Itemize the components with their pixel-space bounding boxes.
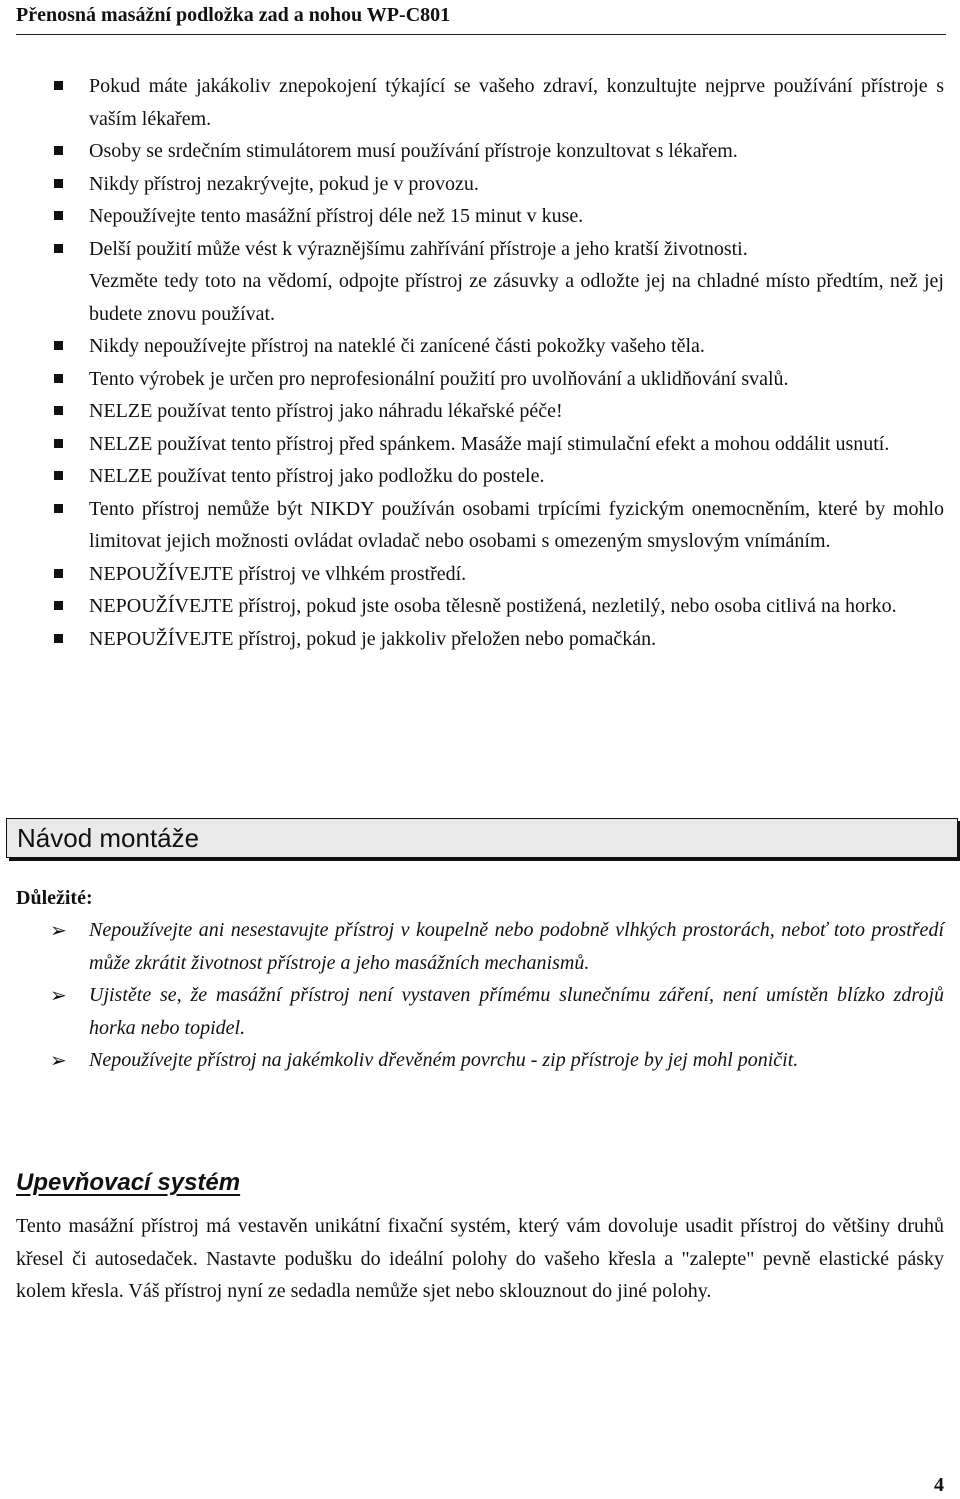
list-item <box>0 493 960 558</box>
warning-text: NEPOUŽÍVEJTE přístroj, pokud je jakkoliv přeložen nebo pomačkán. <box>89 627 657 650</box>
square-bullet-icon <box>54 569 63 578</box>
square-bullet-icon <box>54 211 63 220</box>
warning-text: NEPOUŽÍVEJTE přístroj, pokud jste osoba tělesně postižená, nezletilý, nebo osoba citlivá na horko. <box>89 595 897 617</box>
assembly-heading-text: Návod montáže <box>17 823 200 853</box>
warning-continuation-text: Vezměte tedy toto na vědomí, odpojte přístroj ze zásuvky a odložte jej na chladné místo předtím, než jej budete znovu používat. <box>89 270 944 325</box>
warning-text: Nepoužívejte tento masážní přístroj déle než 15 minut v kuse. <box>89 205 584 227</box>
warning-text: Tento výrobek je určen pro neprofesionální použití pro uvolňování a uklidňování svalů. <box>89 367 789 390</box>
note-text: Nepoužívejte ani nesestavujte přístroj v koupelně nebo podobně vlhkých prostorách, neboť toto prostředí může zkrátit životnost přístroje a jeho masážních mechanismů. <box>89 919 944 974</box>
warning-text: Delší použití může vést k výraznějšímu zahřívání přístroje a jeho kratší životnosti. <box>89 237 748 260</box>
note-text: Nepoužívejte přístroj na jakémkoliv dřevěném povrchu - zip přístroje by jej mohl poničit. <box>89 1049 799 1071</box>
square-bullet-icon <box>54 81 63 90</box>
warning-text: NELZE používat tento přístroj jako náhradu lékařské péče! <box>89 400 563 422</box>
square-bullet-icon <box>54 634 63 643</box>
arrow-bullet-icon: ➢ <box>50 1048 67 1072</box>
arrow-bullet-icon: ➢ <box>50 918 67 942</box>
square-bullet-icon <box>54 601 63 610</box>
warning-text: NEPOUŽÍVEJTE přístroj ve vlhkém prostředí. <box>89 562 467 585</box>
list-item <box>0 200 960 233</box>
warning-text: Pokud máte jakákoliv znepokojení týkající se vašeho zdraví, konzultujte nejprve používání přístroje s vaším lékařem. <box>89 75 944 130</box>
list-item <box>0 558 960 591</box>
square-bullet-icon <box>54 341 63 350</box>
square-bullet-icon <box>54 471 63 480</box>
square-bullet-icon <box>54 406 63 415</box>
fixation-paragraph: Tento masážní přístroj má vestavěn unikátní fixační systém, který vám dovoluje usadit přístroj do většiny druhů křesel či autosedaček. Nastavte podušku do ideální polohy do vašeho křesla a "zalepte" pevně elastické pásky kolem křesla. Váš přístroj nyní ze sedadla nemůže sjet nebo sklouznout do jiné polohy. <box>16 1215 944 1302</box>
list-item <box>0 428 960 461</box>
list-item <box>0 460 960 493</box>
list-item <box>0 233 960 331</box>
square-bullet-icon <box>54 439 63 448</box>
document-header <box>16 2 946 35</box>
square-bullet-icon <box>54 179 63 188</box>
list-item <box>0 914 960 979</box>
list-item <box>0 395 960 428</box>
list-item <box>0 363 960 396</box>
warning-text: Osoby se srdečním stimulátorem musí používání přístroje konzultovat s lékařem. <box>89 140 738 162</box>
arrow-bullet-icon: ➢ <box>50 983 67 1007</box>
list-item <box>0 168 960 201</box>
assembly-notes-list <box>0 914 960 1077</box>
document-title: Přenosná masážní podložka zad a nohou WP-C801 <box>16 4 451 26</box>
list-item <box>0 590 960 623</box>
safety-warnings-list <box>0 70 960 655</box>
list-item <box>0 330 960 363</box>
warning-text: NELZE používat tento přístroj před spánkem. Masáže mají stimulační efekt a mohou oddálit usnutí. <box>89 432 890 455</box>
list-item <box>0 623 960 656</box>
fixation-section-heading: Upevňovací systém <box>16 1169 241 1196</box>
list-item <box>0 135 960 168</box>
warning-text: Tento přístroj nemůže být NIKDY používán osobami trpícími fyzickým onemocněním, které by mohlo limitovat jejich možnosti ovládat ovladač nebo osobami s omezeným smyslovým vnímáním. <box>89 497 944 552</box>
page-number: 4 <box>934 1474 944 1496</box>
warning-text: Nikdy přístroj nezakrývejte, pokud je v provozu. <box>89 172 479 195</box>
important-label: Důležité: <box>16 887 93 909</box>
square-bullet-icon <box>54 374 63 383</box>
assembly-section-heading <box>6 818 958 858</box>
list-item <box>0 979 960 1044</box>
list-item <box>0 1044 960 1077</box>
square-bullet-icon <box>54 146 63 155</box>
warning-text: Nikdy nepoužívejte přístroj na nateklé či zanícené části pokožky vašeho těla. <box>89 335 705 357</box>
warning-text: NELZE používat tento přístroj jako podložku do postele. <box>89 465 545 487</box>
note-text: Ujistěte se, že masážní přístroj není vystaven přímému slunečnímu záření, není umístěn blízko zdrojů horka nebo topidel. <box>89 984 944 1039</box>
square-bullet-icon <box>54 504 63 513</box>
square-bullet-icon <box>54 244 63 253</box>
list-item <box>0 70 960 135</box>
